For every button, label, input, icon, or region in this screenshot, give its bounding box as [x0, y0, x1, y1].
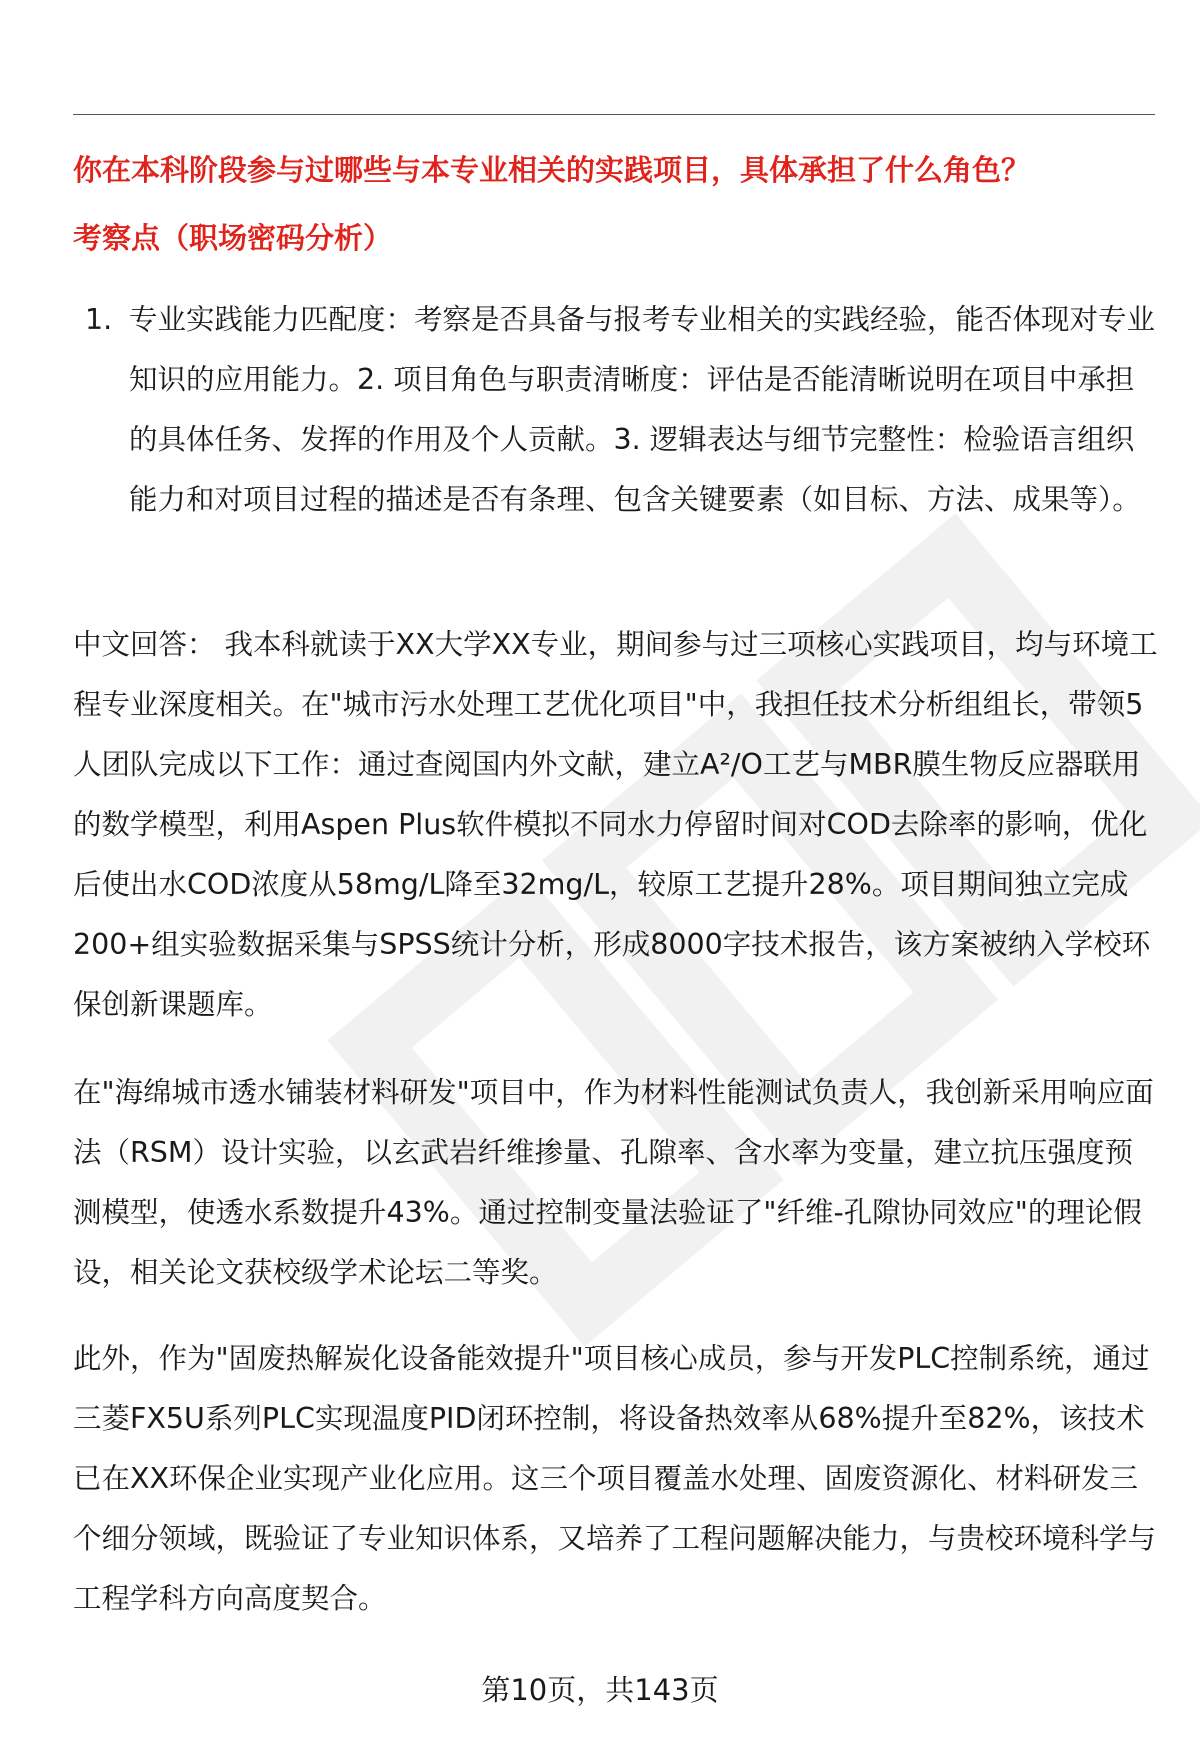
answer-paragraph-2: 在"海绵城市透水铺装材料研发"项目中，作为材料性能测试负责人，我创新采用响应面法（RSM）设计实验，以玄武岩纤维掺量、孔隙率、含水率为变量，建立抗压强度预测模型，使透水系数提升43%。通过控制变量法验证了"纤维-孔隙协同效应"的理论假设，相关论文获校级学术论坛二等奖。	[73, 1076, 1154, 1289]
question-heading: 你在本科阶段参与过哪些与本专业相关的实践项目，具体承担了什么角色？	[73, 153, 1031, 187]
header-divider	[73, 114, 1155, 115]
list-item-text: 专业实践能力匹配度：考察是否具备与报考专业相关的实践经验，能否体现对专业知识的应用能力。2. 项目角色与职责清晰度：评估是否能清晰说明在项目中承担的具体任务、发挥的作用及个人贡献。3. 逻辑表达与细节完整性：检验语言组织能力和对项目过程的描述是否有条理、包含关键要素（如目标、方法、成果等）。	[129, 303, 1156, 516]
assessment-list	[73, 290, 1155, 530]
answer-paragraph-1: 中文回答： 我本科就读于XX大学XX专业，期间参与过三项核心实践项目，均与环境工程专业深度相关。在"城市污水处理工艺优化项目"中，我担任技术分析组组长，带领5人团队完成以下工作：通过查阅国内外文献，建立A²/O工艺与MBR膜生物反应器联用的数学模型，利用Aspen Plus软件模拟不同水力停留时间对COD去除率的影响，优化后使出水COD浓度从58mg/L降至32mg/L，较原工艺提升28%。项目期间独立完成200+组实验数据采集与SPSS统计分析，形成8000字技术报告，该方案被纳入学校环保创新课题库。	[73, 628, 1158, 1021]
list-item	[73, 290, 1155, 530]
section-title: 考察点（职场密码分析）	[73, 221, 393, 255]
answer-paragraph-3: 此外，作为"固废热解炭化设备能效提升"项目核心成员，参与开发PLC控制系统，通过三菱FX5U系列PLC实现温度PID闭环控制，将设备热效率从68%提升至82%，该技术已在XX环保企业实现产业化应用。这三个项目覆盖水处理、固废资源化、材料研发三个细分领域，既验证了专业知识体系，又培养了工程问题解决能力，与贵校环境科学与工程学科方向高度契合。	[73, 1342, 1157, 1615]
page-number: 第10页，共143页	[481, 1673, 719, 1707]
list-item-number: 1.	[85, 303, 113, 336]
